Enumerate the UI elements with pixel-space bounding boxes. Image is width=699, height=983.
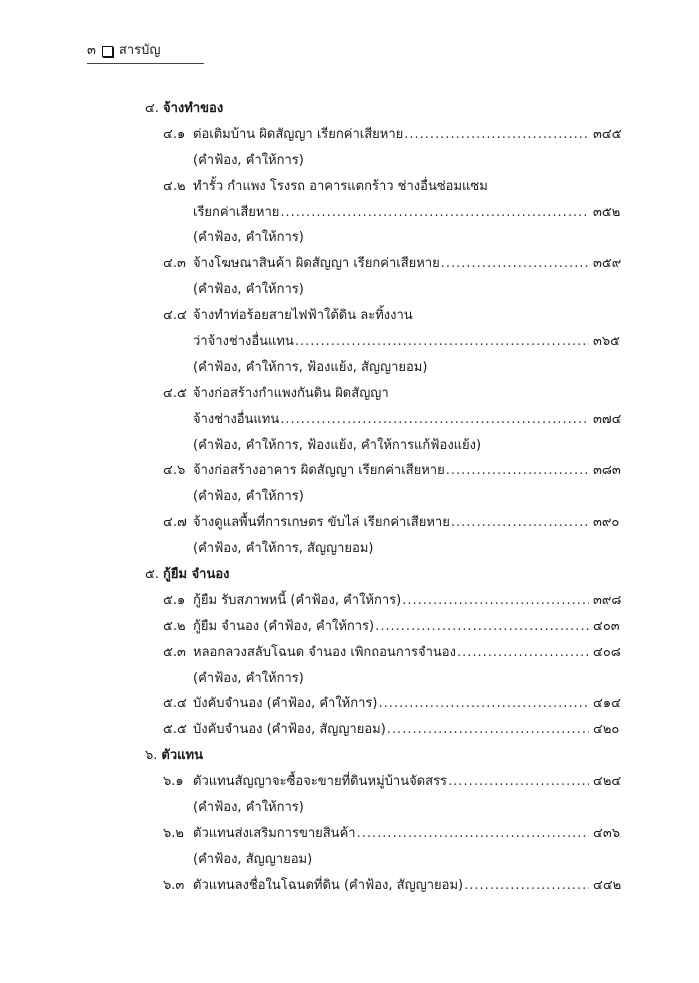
toc-entry-4-6[interactable] bbox=[145, 458, 625, 484]
dot-leader bbox=[457, 640, 589, 666]
dot-leader bbox=[387, 717, 589, 743]
entry-note bbox=[145, 666, 625, 692]
entry-note-text: (คำฟ้อง, คำให้การ) bbox=[193, 489, 304, 505]
entry-note bbox=[145, 795, 625, 821]
entry-title: หลอกลวงสลับโฉนด จำนอง เพิกถอนการจำนอง bbox=[193, 644, 456, 660]
toc-section-6[interactable] bbox=[145, 743, 625, 769]
entry-page: ๔๑๔ bbox=[593, 696, 621, 712]
entry-number: ๖.๑ bbox=[163, 774, 184, 790]
toc-entry-5-4[interactable] bbox=[145, 691, 625, 717]
entry-number: ๔.๔ bbox=[163, 308, 187, 324]
entry-note-text: (คำฟ้อง, คำให้การ, ฟ้องแย้ง, คำให้การแก้ฟ้องแย้ง) bbox=[193, 437, 482, 453]
section-title: จ้างทำของ bbox=[162, 101, 224, 116]
entry-title: กู้ยืม จำนอง (คำฟ้อง, คำให้การ) bbox=[193, 618, 375, 634]
toc-entry-5-3[interactable] bbox=[145, 640, 625, 666]
dot-leader bbox=[280, 407, 589, 433]
entry-number: ๖.๒ bbox=[163, 825, 184, 841]
entry-page: ๓๙๘ bbox=[593, 592, 622, 608]
entry-note-text: (คำฟ้อง, คำให้การ) bbox=[193, 800, 304, 816]
dot-leader bbox=[375, 614, 589, 640]
entry-title: ตัวแทนลงชื่อในโฉนดที่ดิน (คำฟ้อง, สัญญายอม) bbox=[193, 877, 464, 893]
page-number: ๓ bbox=[87, 43, 96, 58]
toc-entry-6-1[interactable] bbox=[145, 769, 625, 795]
dot-leader bbox=[464, 873, 589, 899]
dot-leader bbox=[446, 458, 589, 484]
toc-entry-4-2-cont[interactable] bbox=[145, 200, 625, 226]
entry-title: บังคับจำนอง (คำฟ้อง, คำให้การ) bbox=[193, 696, 378, 712]
toc-entry-4-2[interactable] bbox=[145, 174, 625, 200]
dot-leader bbox=[357, 821, 589, 847]
toc-entry-4-4[interactable] bbox=[145, 303, 625, 329]
section-number: ๔. bbox=[145, 101, 159, 116]
entry-title: ต่อเติมบ้าน ผิดสัญญา เรียกค่าเสียหาย bbox=[193, 126, 404, 142]
entry-note-text: (คำฟ้อง, คำให้การ) bbox=[193, 670, 304, 686]
entry-title-cont: ว่าจ้างช่างอื่นแทน bbox=[193, 334, 294, 350]
entry-note-text: (คำฟ้อง, คำให้การ) bbox=[193, 230, 304, 246]
entry-number: ๔.๓ bbox=[163, 256, 186, 272]
entry-title: จ้างก่อสร้างกำแพงกันดิน ผิดสัญญา bbox=[193, 385, 389, 401]
entry-number: ๔.๗ bbox=[163, 515, 187, 531]
entry-number: ๔.๒ bbox=[163, 178, 186, 194]
toc-entry-4-4-cont[interactable] bbox=[145, 329, 625, 355]
dot-leader bbox=[451, 510, 589, 536]
entry-page: ๓๔๕ bbox=[593, 126, 622, 142]
table-of-contents bbox=[145, 96, 625, 899]
header-title: สารบัญ bbox=[118, 43, 161, 58]
entry-note bbox=[145, 536, 625, 562]
dot-leader bbox=[404, 122, 589, 148]
entry-note-text: (คำฟ้อง, สัญญายอม) bbox=[193, 851, 313, 867]
entry-page: ๓๙๐ bbox=[593, 515, 620, 531]
entry-note-text: (คำฟ้อง, คำให้การ) bbox=[193, 152, 304, 168]
entry-title: จ้างทำท่อร้อยสายไฟฟ้าใต้ดิน ละทิ้งงาน bbox=[193, 308, 413, 324]
entry-number: ๖.๓ bbox=[163, 877, 185, 893]
entry-note bbox=[145, 484, 625, 510]
entry-note bbox=[145, 148, 625, 174]
entry-title: ตัวแทนส่งเสริมการขายสินค้า bbox=[193, 825, 356, 841]
entry-note bbox=[145, 433, 625, 459]
dot-leader bbox=[295, 329, 589, 355]
entry-number: ๕.๓ bbox=[163, 644, 186, 660]
toc-entry-4-5-cont[interactable] bbox=[145, 407, 625, 433]
entry-number: ๕.๔ bbox=[163, 696, 187, 712]
entry-number: ๕.๑ bbox=[163, 592, 186, 608]
entry-note bbox=[145, 355, 625, 381]
entry-number: ๔.๑ bbox=[163, 126, 186, 142]
entry-number: ๔.๕ bbox=[163, 385, 187, 401]
entry-page: ๓๖๕ bbox=[593, 334, 620, 350]
entry-title: ตัวแทนสัญญาจะซื้อจะขายที่ดินหมู่บ้านจัดสรร bbox=[193, 774, 448, 790]
toc-entry-4-7[interactable] bbox=[145, 510, 625, 536]
entry-note-text: (คำฟ้อง, คำให้การ, ฟ้องแย้ง, สัญญายอม) bbox=[193, 359, 428, 375]
section-number: ๖. bbox=[145, 748, 158, 764]
entry-note bbox=[145, 225, 625, 251]
toc-section-5[interactable] bbox=[145, 562, 625, 588]
toc-entry-4-3[interactable] bbox=[145, 251, 625, 277]
entry-title-cont: จ้างช่างอื่นแทน bbox=[193, 411, 280, 427]
entry-page: ๔๐๘ bbox=[593, 644, 621, 660]
toc-entry-5-1[interactable] bbox=[145, 588, 625, 614]
entry-number: ๔.๖ bbox=[163, 463, 186, 479]
entry-note bbox=[145, 847, 625, 873]
running-header bbox=[87, 42, 204, 64]
entry-title: ทำรั้ว กำแพง โรงรถ อาคารแตกร้าว ช่างอื่นซ่อมแซม bbox=[193, 178, 488, 194]
entry-title: บังคับจำนอง (คำฟ้อง, สัญญายอม) bbox=[193, 722, 386, 738]
dot-leader bbox=[441, 251, 589, 277]
section-title: ตัวแทน bbox=[161, 748, 203, 764]
dot-leader bbox=[402, 588, 589, 614]
entry-note-text: (คำฟ้อง, คำให้การ, สัญญายอม) bbox=[193, 541, 374, 557]
entry-title: จ้างโฆษณาสินค้า ผิดสัญญา เรียกค่าเสียหาย bbox=[193, 256, 440, 272]
entry-page: ๔๐๓ bbox=[593, 618, 620, 634]
entry-number: ๕.๕ bbox=[163, 722, 187, 738]
toc-entry-6-2[interactable] bbox=[145, 821, 625, 847]
toc-entry-4-1[interactable] bbox=[145, 122, 625, 148]
toc-entry-5-2[interactable] bbox=[145, 614, 625, 640]
entry-number: ๕.๒ bbox=[163, 618, 186, 634]
toc-section-4[interactable] bbox=[145, 96, 625, 122]
entry-page: ๔๒๐ bbox=[593, 722, 620, 738]
toc-entry-6-3[interactable] bbox=[145, 873, 625, 899]
entry-page: ๔๓๖ bbox=[593, 825, 620, 841]
entry-title: กู้ยืม รับสภาพหนี้ (คำฟ้อง, คำให้การ) bbox=[193, 592, 402, 608]
dot-leader bbox=[280, 200, 589, 226]
section-number: ๕. bbox=[145, 567, 159, 583]
entry-page: ๓๕๙ bbox=[593, 256, 622, 272]
entry-title: จ้างดูแลพื้นที่การเกษตร ขับไล่ เรียกค่าเสียหาย bbox=[193, 515, 450, 531]
entry-page: ๓๕๒ bbox=[593, 204, 621, 220]
checkbox-square-icon bbox=[102, 46, 113, 57]
entry-title-cont: เรียกค่าเสียหาย bbox=[193, 204, 280, 220]
entry-note-text: (คำฟ้อง, คำให้การ) bbox=[193, 282, 304, 298]
entry-page: ๔๔๒ bbox=[593, 877, 622, 893]
entry-title: จ้างก่อสร้างอาคาร ผิดสัญญา เรียกค่าเสียหาย bbox=[193, 463, 445, 479]
toc-entry-5-5[interactable] bbox=[145, 717, 625, 743]
entry-page: ๓๘๓ bbox=[593, 463, 621, 479]
dot-leader bbox=[378, 691, 589, 717]
entry-page: ๓๗๔ bbox=[593, 411, 622, 427]
entry-page: ๔๒๔ bbox=[593, 774, 622, 790]
toc-entry-4-5[interactable] bbox=[145, 381, 625, 407]
section-title: กู้ยืม จำนอง bbox=[162, 567, 230, 583]
dot-leader bbox=[448, 769, 589, 795]
entry-note bbox=[145, 277, 625, 303]
